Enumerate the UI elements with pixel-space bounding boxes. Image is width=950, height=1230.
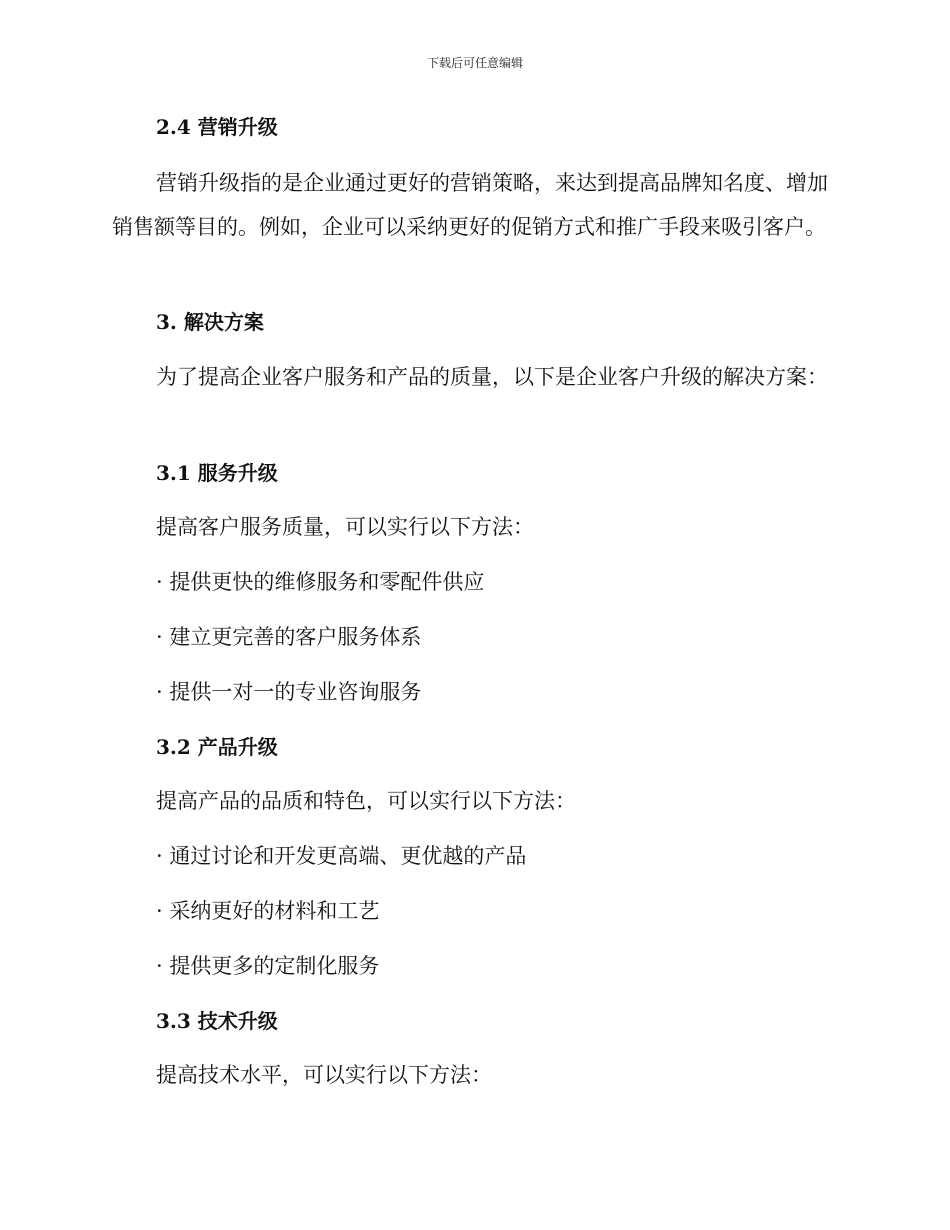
- list-item: · 通过讨论和开发更高端、更优越的产品: [156, 844, 527, 868]
- section-3-2-heading: 3.2 产品升级: [156, 735, 278, 759]
- section-2-4-paragraph: 营销升级指的是企业通过更好的营销策略，来达到提高品牌知名度、增加销售额等目的。例如，企业可以采纳更好的促销方式和推广手段来吸引客户。: [112, 171, 828, 239]
- list-item: · 提供更多的定制化服务: [156, 954, 380, 978]
- list-item: · 提供更快的维修服务和零配件供应: [156, 570, 485, 594]
- list-item: · 建立更完善的客户服务体系: [156, 625, 422, 649]
- page-header: 下载后可任意编辑: [426, 56, 523, 70]
- list-item: · 提供一对一的专业咨询服务: [156, 680, 422, 704]
- section-3-3-intro: 提高技术水平，可以实行以下方法：: [156, 1063, 492, 1087]
- section-3-paragraph: 为了提高企业客户服务和产品的质量，以下是企业客户升级的解决方案：: [156, 365, 828, 389]
- section-3-heading: 3. 解决方案: [156, 310, 264, 334]
- section-3-2-intro: 提高产品的品质和特色，可以实行以下方法：: [156, 789, 576, 813]
- list-item: · 采纳更好的材料和工艺: [156, 899, 380, 923]
- section-2-4-heading: 2.4 营销升级: [156, 115, 278, 139]
- section-3-1-heading: 3.1 服务升级: [156, 461, 278, 485]
- section-3-1-intro: 提高客户服务质量，可以实行以下方法：: [156, 515, 534, 539]
- section-3-3-heading: 3.3 技术升级: [156, 1009, 278, 1033]
